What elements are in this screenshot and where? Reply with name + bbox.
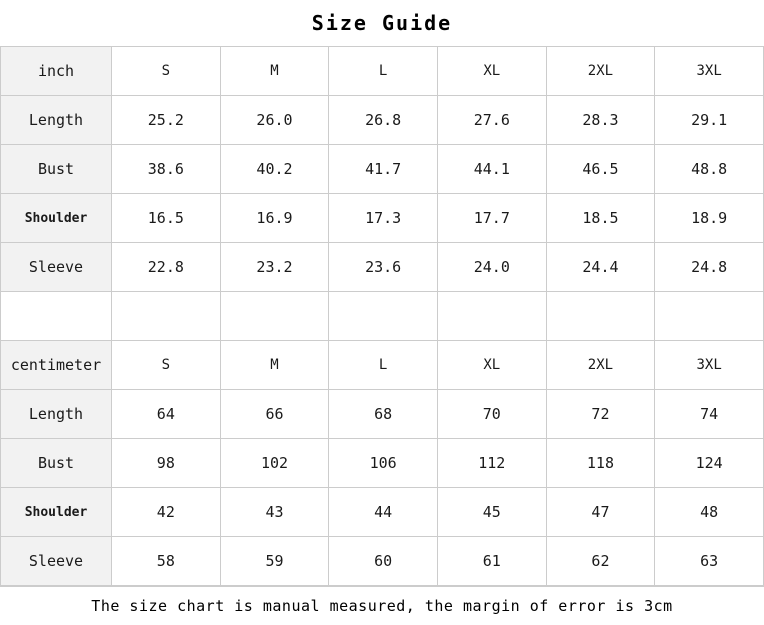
cell-bust-cm-3xl: 124 xyxy=(655,439,764,488)
cell-bust-cm-s: 98 xyxy=(112,439,221,488)
cell-sleeve-cm-m: 59 xyxy=(220,537,329,586)
size-header-cm-s: S xyxy=(112,341,221,390)
cell-length-inch-l: 26.8 xyxy=(329,96,438,145)
table-row xyxy=(1,96,764,145)
row-label-sleeve-inch: Sleeve xyxy=(1,243,112,292)
cell-shoulder-cm-m: 43 xyxy=(220,488,329,537)
cell-shoulder-cm-2xl: 47 xyxy=(546,488,655,537)
cell-bust-inch-l: 41.7 xyxy=(329,145,438,194)
cell-sleeve-cm-3xl: 63 xyxy=(655,537,764,586)
size-header-cm-m: M xyxy=(220,341,329,390)
cell-bust-inch-2xl: 46.5 xyxy=(546,145,655,194)
cell-sleeve-inch-3xl: 24.8 xyxy=(655,243,764,292)
cell-length-inch-s: 25.2 xyxy=(112,96,221,145)
table-row xyxy=(1,47,764,96)
spacer-cell xyxy=(655,292,764,341)
spacer-cell xyxy=(437,292,546,341)
row-label-sleeve-cm: Sleeve xyxy=(1,537,112,586)
cell-length-inch-m: 26.0 xyxy=(220,96,329,145)
unit-label-centimeter: centimeter xyxy=(1,341,112,390)
size-header-cm-xl: XL xyxy=(437,341,546,390)
table-row xyxy=(1,243,764,292)
row-label-shoulder-inch: Shoulder xyxy=(1,194,112,243)
table-row xyxy=(1,439,764,488)
size-header-cm-l: L xyxy=(329,341,438,390)
row-label-shoulder-cm: Shoulder xyxy=(1,488,112,537)
spacer-cell xyxy=(112,292,221,341)
size-header-cm-2xl: 2XL xyxy=(546,341,655,390)
table-row xyxy=(1,537,764,586)
size-header-xl: XL xyxy=(437,47,546,96)
cell-length-cm-2xl: 72 xyxy=(546,390,655,439)
cell-bust-cm-2xl: 118 xyxy=(546,439,655,488)
row-label-bust-inch: Bust xyxy=(1,145,112,194)
spacer-cell xyxy=(546,292,655,341)
cell-length-cm-s: 64 xyxy=(112,390,221,439)
table-row xyxy=(1,488,764,537)
spacer-cell xyxy=(1,292,112,341)
size-header-l: L xyxy=(329,47,438,96)
cell-length-inch-2xl: 28.3 xyxy=(546,96,655,145)
cell-bust-cm-m: 102 xyxy=(220,439,329,488)
cell-length-inch-3xl: 29.1 xyxy=(655,96,764,145)
measurement-note: The size chart is manual measured, the margin of error is 3cm xyxy=(0,586,764,625)
size-header-m: M xyxy=(220,47,329,96)
table-row xyxy=(1,145,764,194)
table-row xyxy=(1,390,764,439)
cell-sleeve-cm-s: 58 xyxy=(112,537,221,586)
size-header-3xl: 3XL xyxy=(655,47,764,96)
cell-sleeve-cm-l: 60 xyxy=(329,537,438,586)
cell-shoulder-cm-3xl: 48 xyxy=(655,488,764,537)
cell-sleeve-inch-s: 22.8 xyxy=(112,243,221,292)
cell-bust-inch-m: 40.2 xyxy=(220,145,329,194)
size-header-2xl: 2XL xyxy=(546,47,655,96)
cell-shoulder-cm-l: 44 xyxy=(329,488,438,537)
cell-shoulder-inch-3xl: 18.9 xyxy=(655,194,764,243)
cell-length-cm-3xl: 74 xyxy=(655,390,764,439)
cell-length-inch-xl: 27.6 xyxy=(437,96,546,145)
cell-shoulder-cm-s: 42 xyxy=(112,488,221,537)
cell-bust-inch-s: 38.6 xyxy=(112,145,221,194)
cell-shoulder-inch-m: 16.9 xyxy=(220,194,329,243)
cell-length-cm-l: 68 xyxy=(329,390,438,439)
cell-sleeve-inch-2xl: 24.4 xyxy=(546,243,655,292)
cell-shoulder-inch-xl: 17.7 xyxy=(437,194,546,243)
row-label-bust-cm: Bust xyxy=(1,439,112,488)
table-spacer-row xyxy=(1,292,764,341)
table-row xyxy=(1,341,764,390)
cell-length-cm-m: 66 xyxy=(220,390,329,439)
cell-bust-inch-3xl: 48.8 xyxy=(655,145,764,194)
table-row xyxy=(1,194,764,243)
cell-sleeve-inch-m: 23.2 xyxy=(220,243,329,292)
size-header-cm-3xl: 3XL xyxy=(655,341,764,390)
cell-bust-inch-xl: 44.1 xyxy=(437,145,546,194)
row-label-length-cm: Length xyxy=(1,390,112,439)
unit-label-inch: inch xyxy=(1,47,112,96)
cell-shoulder-cm-xl: 45 xyxy=(437,488,546,537)
row-label-length-inch: Length xyxy=(1,96,112,145)
cell-shoulder-inch-l: 17.3 xyxy=(329,194,438,243)
cell-sleeve-cm-xl: 61 xyxy=(437,537,546,586)
page-title: Size Guide xyxy=(311,11,453,35)
size-header-s: S xyxy=(112,47,221,96)
cell-shoulder-inch-s: 16.5 xyxy=(112,194,221,243)
cell-sleeve-cm-2xl: 62 xyxy=(546,537,655,586)
cell-sleeve-inch-xl: 24.0 xyxy=(437,243,546,292)
cell-shoulder-inch-2xl: 18.5 xyxy=(546,194,655,243)
spacer-cell xyxy=(329,292,438,341)
cell-length-cm-xl: 70 xyxy=(437,390,546,439)
cell-bust-cm-l: 106 xyxy=(329,439,438,488)
cell-sleeve-inch-l: 23.6 xyxy=(329,243,438,292)
cell-bust-cm-xl: 112 xyxy=(437,439,546,488)
spacer-cell xyxy=(220,292,329,341)
size-chart-table xyxy=(0,46,764,586)
